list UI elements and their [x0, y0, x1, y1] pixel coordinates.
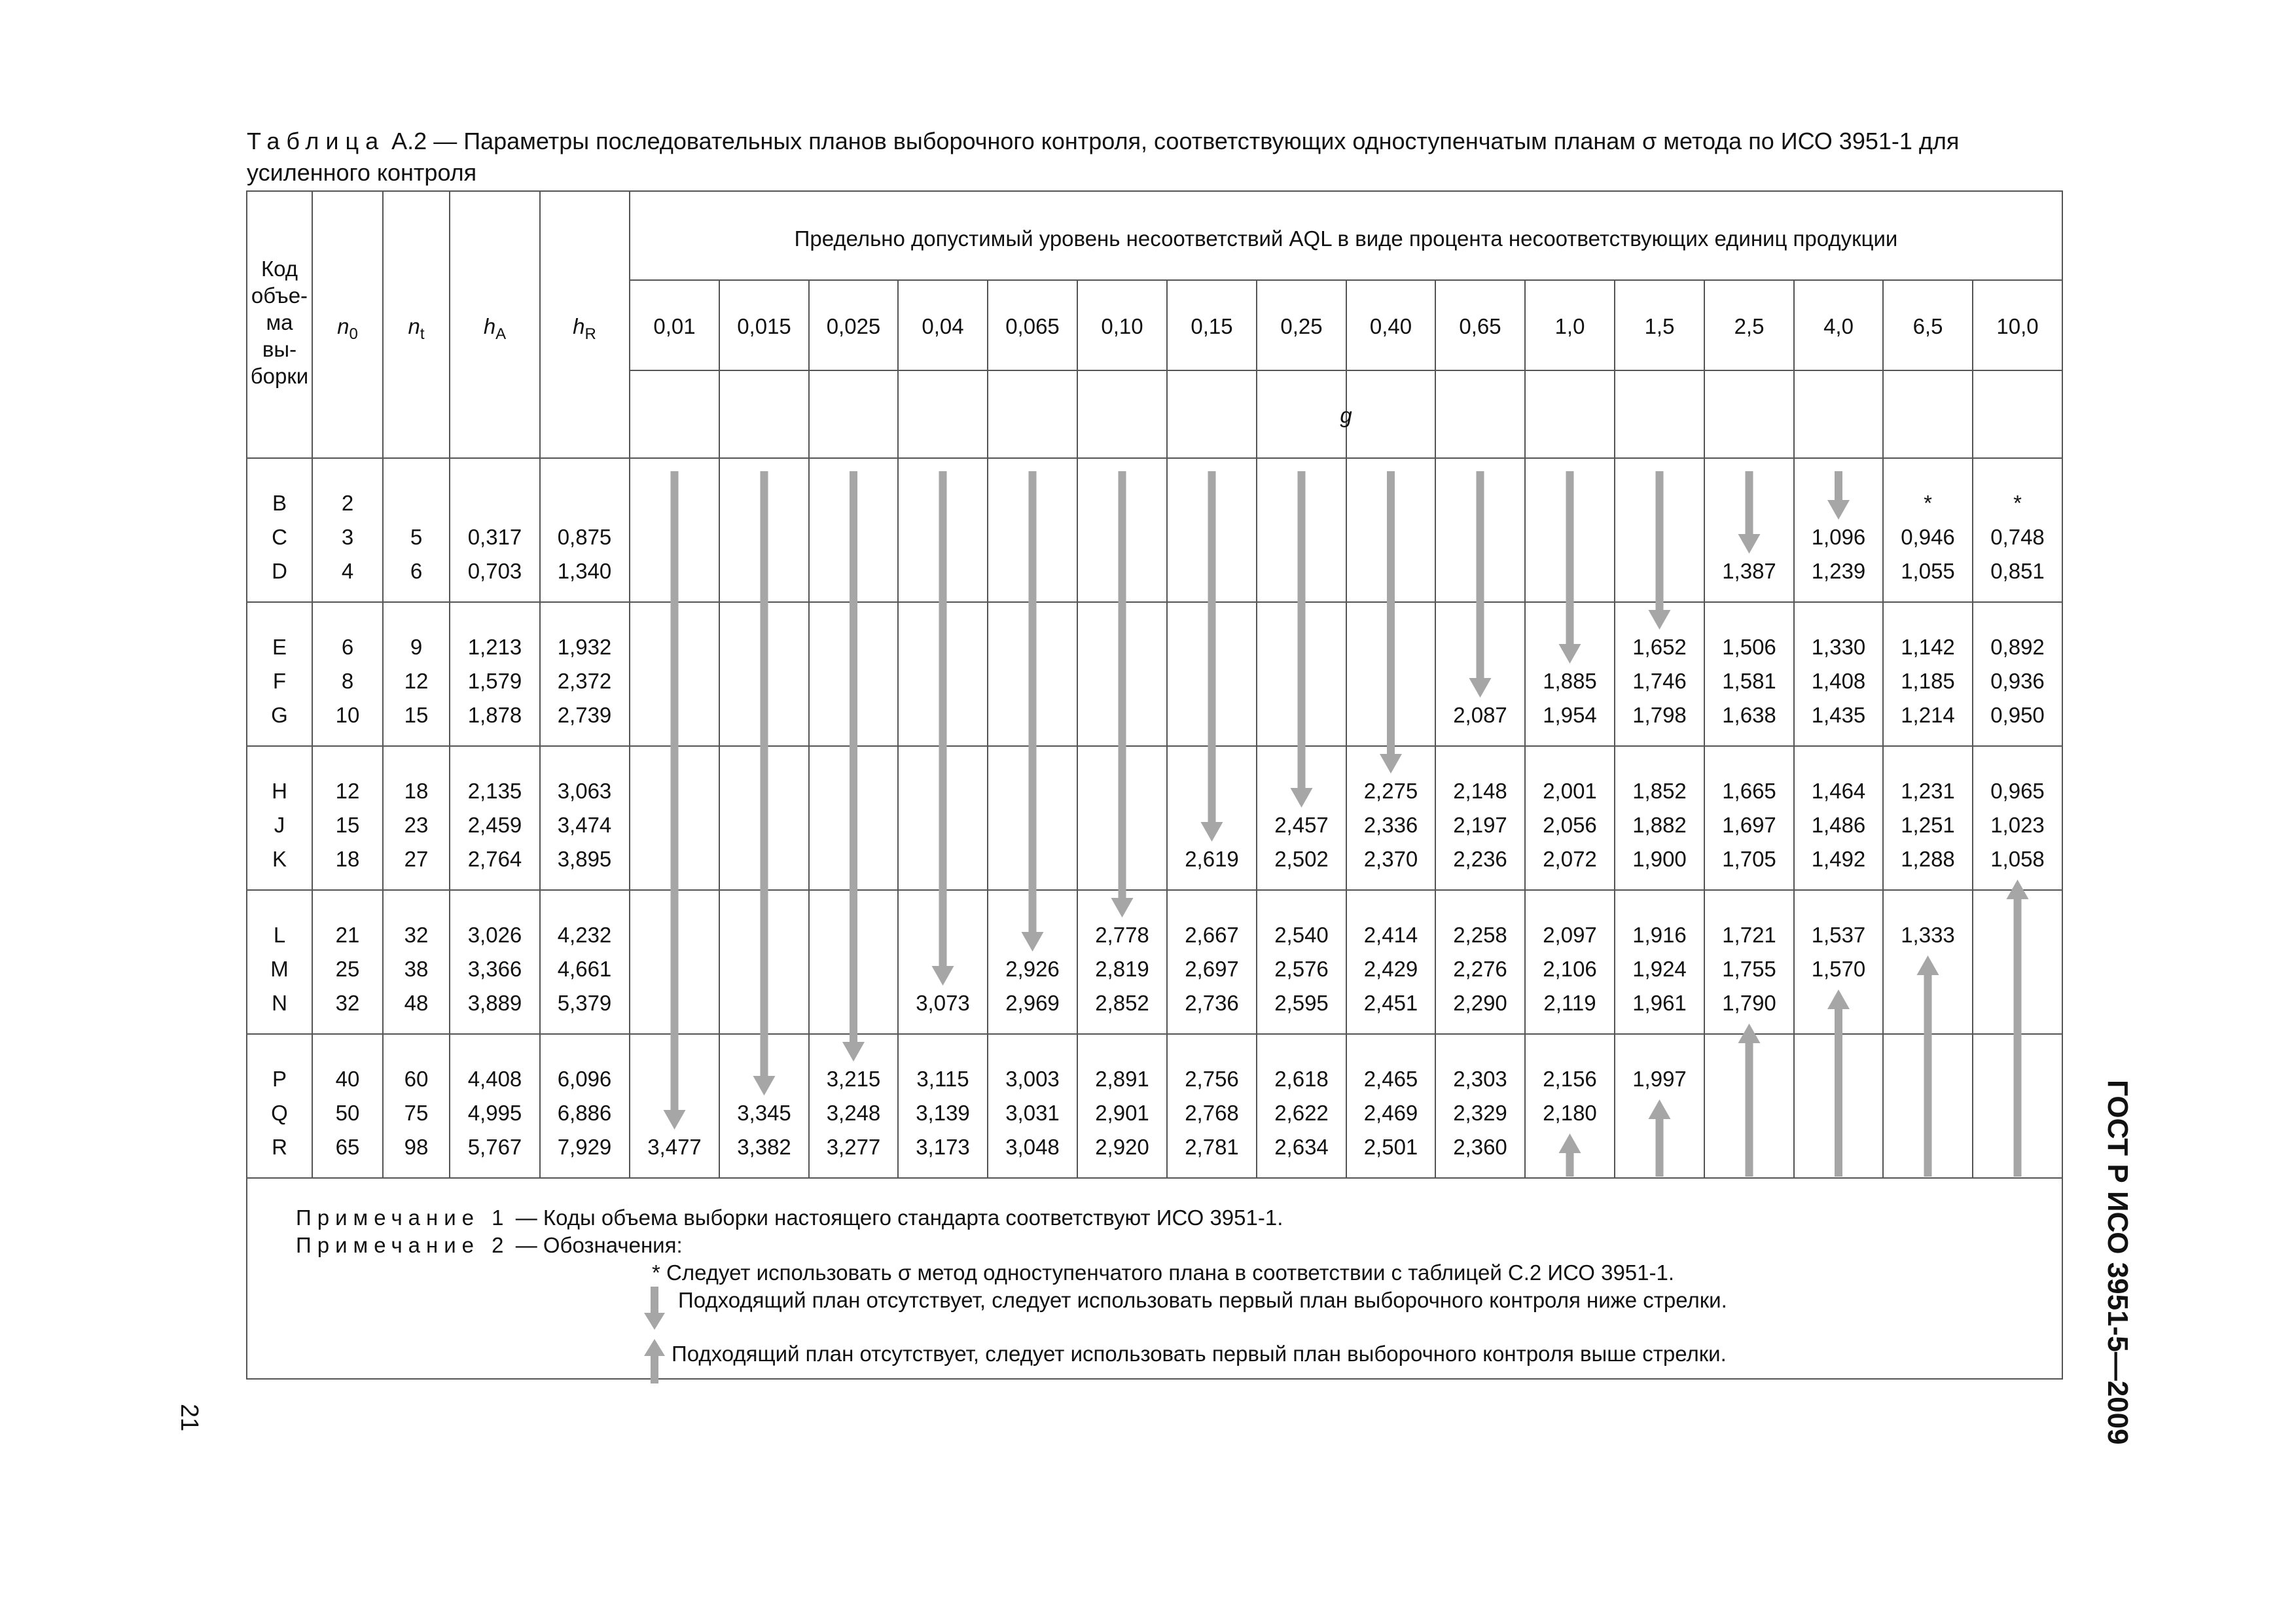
down-arrow-shaft [1119, 471, 1126, 901]
g-value: 2,087 [1453, 703, 1507, 727]
header-aql-title: Предельно допустимый уровень несоответствий AQL в виде процента несоответствующих единиц продукции [794, 226, 1898, 251]
row-nt: 98 [404, 1135, 429, 1159]
header-n0: $n_0$ [337, 314, 358, 343]
g-value: 1,705 [1722, 847, 1776, 871]
g-value: 2,465 [1363, 1067, 1418, 1091]
down-arrow-head [1559, 644, 1581, 664]
down-arrow-head [1469, 678, 1492, 698]
row-n0: 15 [335, 813, 360, 837]
star-mark: * [2013, 491, 2022, 515]
row-nt: 12 [404, 669, 429, 693]
note-star-legend: * Следует использовать σ метод одноступенчатого плана в соответствии с таблицей С.2 ИСО 3951-1. [652, 1260, 1675, 1285]
header-aql-level: 1,5 [1644, 314, 1675, 338]
row-hA: 3,889 [467, 991, 522, 1015]
g-value: 2,901 [1095, 1101, 1149, 1125]
header-aql-level: 0,04 [922, 314, 964, 338]
row-code: G [271, 703, 288, 727]
row-n0: 6 [341, 635, 354, 659]
down-arrow-shaft [1656, 471, 1664, 613]
row-nt: 32 [404, 923, 429, 947]
row-hR: 3,895 [557, 847, 612, 871]
down-arrow-head [753, 1076, 776, 1096]
row-hR: 0,875 [557, 525, 612, 549]
g-value: 1,023 [1990, 813, 2045, 837]
g-value: 1,486 [1811, 813, 1866, 837]
g-value: 3,277 [826, 1135, 881, 1159]
note-1-label: Примечание 1 [296, 1205, 510, 1230]
row-hA: 5,767 [467, 1135, 522, 1159]
g-value: 1,408 [1811, 669, 1866, 693]
g-value: 1,251 [1901, 813, 1955, 837]
up-arrow-shaft [1746, 1041, 1753, 1177]
row-nt: 5 [410, 525, 423, 549]
g-value: 2,119 [1543, 991, 1596, 1015]
g-value: 1,537 [1811, 923, 1866, 947]
g-value: 2,451 [1363, 991, 1418, 1015]
g-value: 2,258 [1453, 923, 1507, 947]
g-value: 2,072 [1543, 847, 1597, 871]
g-value: 2,360 [1453, 1135, 1507, 1159]
g-value: 2,336 [1363, 813, 1418, 837]
header-aql-level: 0,15 [1191, 314, 1233, 338]
row-nt: 9 [410, 635, 423, 659]
g-value: 1,435 [1811, 703, 1866, 727]
row-n0: 4 [341, 559, 354, 583]
down-arrow-head [1022, 932, 1044, 952]
g-value: 2,469 [1363, 1101, 1418, 1125]
g-value: 2,370 [1363, 847, 1418, 871]
row-nt: 38 [404, 957, 429, 981]
header-aql-level: 0,25 [1280, 314, 1323, 338]
header-hR: $h_R$ [573, 314, 596, 343]
down-arrow-shaft [1835, 471, 1842, 503]
row-hA: 3,026 [467, 923, 522, 947]
g-value: 1,961 [1632, 991, 1687, 1015]
row-code: B [272, 491, 287, 515]
g-value: 1,581 [1722, 669, 1776, 693]
g-value: 3,031 [1005, 1101, 1060, 1125]
g-value: 1,096 [1811, 525, 1866, 549]
note-down-arrow-legend: Подходящий план отсутствует, следует использовать первый план выборочного контроля ниже стрелки. [678, 1288, 1727, 1312]
g-value: 0,965 [1990, 779, 2045, 803]
g-value: 3,115 [916, 1067, 969, 1091]
g-value: 2,920 [1095, 1135, 1149, 1159]
row-nt: 60 [404, 1067, 429, 1091]
g-value: 2,768 [1185, 1101, 1239, 1125]
row-code: D [272, 559, 287, 583]
down-arrow-head [1827, 500, 1850, 520]
g-value: 1,492 [1811, 847, 1866, 871]
g-value: 2,429 [1363, 957, 1418, 981]
g-value: 2,891 [1095, 1067, 1149, 1091]
g-value: 3,345 [737, 1101, 791, 1125]
g-value: 3,048 [1005, 1135, 1060, 1159]
g-value: 2,502 [1274, 847, 1329, 871]
g-value: 2,180 [1543, 1101, 1597, 1125]
g-value: 1,506 [1722, 635, 1776, 659]
down-arrow-shaft [850, 471, 857, 1044]
g-value: 3,215 [826, 1067, 881, 1091]
down-arrow-head [1291, 788, 1313, 808]
row-hR: 7,929 [557, 1135, 612, 1159]
header-code-line: объе- [251, 283, 308, 308]
g-value: 2,290 [1453, 991, 1507, 1015]
row-nt: 27 [404, 847, 429, 871]
header-hA: $h_A$ [483, 314, 507, 343]
row-hR: 5,379 [557, 991, 612, 1015]
g-value: 2,819 [1095, 957, 1149, 981]
row-code: H [272, 779, 287, 803]
standard-title-vertical: ГОСТ Р ИСО 3951-5—2009 [2102, 1080, 2134, 1445]
row-hR: 3,474 [557, 813, 612, 837]
caption-label: Таблица [247, 128, 386, 154]
row-n0: 25 [335, 957, 360, 981]
row-hA: 0,703 [467, 559, 522, 583]
g-value: 2,097 [1543, 923, 1597, 947]
row-hA: 1,878 [467, 703, 522, 727]
g-value: 0,851 [1990, 559, 2045, 583]
g-value: 0,946 [1901, 525, 1955, 549]
row-code: Q [271, 1101, 288, 1125]
g-value: 2,756 [1185, 1067, 1239, 1091]
row-n0: 8 [341, 669, 354, 693]
g-value: 2,576 [1274, 957, 1329, 981]
g-value: 1,746 [1632, 669, 1687, 693]
row-hR: 1,932 [557, 635, 612, 659]
row-hR: 3,063 [557, 779, 612, 803]
row-code: K [272, 847, 287, 871]
row-nt: 18 [404, 779, 429, 803]
g-value: 1,924 [1632, 957, 1687, 981]
header-aql-level: 4,0 [1823, 314, 1854, 338]
row-code: E [272, 635, 287, 659]
row-n0: 21 [335, 923, 360, 947]
g-value: 2,667 [1185, 923, 1239, 947]
row-code: R [272, 1135, 287, 1159]
row-n0: 3 [341, 525, 354, 549]
g-value: 1,798 [1632, 703, 1687, 727]
row-code: F [272, 669, 287, 693]
g-value: 2,618 [1274, 1067, 1329, 1091]
g-value: 1,882 [1632, 813, 1687, 837]
header-code-line: вы- [262, 337, 297, 361]
g-value: 0,936 [1990, 669, 2045, 693]
row-hA: 2,459 [467, 813, 522, 837]
row-code: L [273, 923, 286, 947]
down-arrow-icon [643, 1287, 669, 1334]
up-arrow-head [1559, 1133, 1581, 1153]
g-value: 1,916 [1632, 923, 1687, 947]
g-value: 1,665 [1722, 779, 1776, 803]
g-value: 1,997 [1632, 1067, 1687, 1091]
down-arrow-shaft [761, 471, 768, 1079]
g-value: 1,288 [1901, 847, 1955, 871]
g-value: 1,755 [1722, 957, 1776, 981]
row-nt: 75 [404, 1101, 429, 1125]
down-arrow-shaft [939, 471, 947, 969]
up-arrow-head [1649, 1099, 1671, 1119]
down-arrow-shaft [671, 471, 679, 1113]
star-mark: * [1924, 491, 1932, 515]
row-hR: 4,661 [557, 957, 612, 981]
up-arrow-shaft [1656, 1116, 1664, 1177]
header-g-label: g [1340, 403, 1352, 427]
g-value: 1,790 [1722, 991, 1776, 1015]
g-value: 2,056 [1543, 813, 1597, 837]
down-arrow-head [842, 1042, 865, 1061]
g-value: 1,231 [1901, 779, 1955, 803]
note-2-text: — Обозначения: [509, 1233, 683, 1257]
header-aql-level: 0,65 [1459, 314, 1501, 338]
row-nt: 23 [404, 813, 429, 837]
g-value: 2,595 [1274, 991, 1329, 1015]
row-code: M [270, 957, 289, 981]
note-1 [296, 1204, 1283, 1232]
g-value: 0,748 [1990, 525, 2045, 549]
down-arrow-shaft [1477, 471, 1484, 681]
g-value: 3,248 [826, 1101, 881, 1125]
row-nt: 6 [410, 559, 423, 583]
table-caption [247, 126, 2073, 188]
row-n0: 50 [335, 1101, 360, 1125]
row-n0: 18 [335, 847, 360, 871]
header-aql-level: 10,0 [1996, 314, 2039, 338]
down-arrow-head [1201, 822, 1223, 842]
g-value: 2,540 [1274, 923, 1329, 947]
g-value: 0,950 [1990, 703, 2045, 727]
g-value: 1,214 [1901, 703, 1955, 727]
note-1-text: — Коды объема выборки настоящего стандарта соответствуют ИСО 3951-1. [509, 1205, 1283, 1230]
g-value: 2,329 [1453, 1101, 1507, 1125]
g-value: 1,330 [1811, 635, 1866, 659]
row-n0: 32 [335, 991, 360, 1015]
header-aql-level: 0,015 [737, 314, 791, 338]
row-hR: 6,886 [557, 1101, 612, 1125]
g-value: 2,156 [1543, 1067, 1597, 1091]
g-value: 2,634 [1274, 1135, 1329, 1159]
g-value: 3,173 [916, 1135, 970, 1159]
g-value: 1,239 [1811, 559, 1866, 583]
up-arrow-shaft [1835, 1007, 1842, 1177]
g-value: 3,139 [916, 1101, 970, 1125]
g-value: 2,622 [1274, 1101, 1329, 1125]
up-arrow-head [1917, 955, 1939, 975]
note-2-label: Примечание 2 [296, 1233, 510, 1257]
down-arrow-shaft [1387, 471, 1395, 757]
row-code: N [272, 991, 287, 1015]
header-code-line: Код [260, 257, 298, 281]
row-hR: 2,372 [557, 669, 612, 693]
down-arrow-shaft [1029, 471, 1037, 935]
note-up-arrow-legend: Подходящий план отсутствует, следует использовать первый план выборочного контроля выше стрелки. [672, 1342, 1727, 1366]
g-value: 1,185 [1901, 669, 1955, 693]
g-value: 2,778 [1095, 923, 1149, 947]
header-aql-level: 0,065 [1005, 314, 1060, 338]
g-value: 3,003 [1005, 1067, 1060, 1091]
sampling-plans-table [247, 191, 2062, 1379]
g-value: 2,619 [1185, 847, 1239, 871]
g-value: 2,303 [1453, 1067, 1507, 1091]
row-n0: 65 [335, 1135, 360, 1159]
g-value: 2,197 [1453, 813, 1507, 837]
header-aql-level: 1,0 [1554, 314, 1585, 338]
down-arrow-shaft [1298, 471, 1306, 791]
up-arrow-head [1827, 990, 1850, 1009]
row-hR: 1,340 [557, 559, 612, 583]
row-hA: 0,317 [467, 525, 522, 549]
g-value: 0,892 [1990, 635, 2045, 659]
g-value: 2,106 [1543, 957, 1597, 981]
g-value: 3,073 [916, 991, 970, 1015]
g-value: 2,457 [1274, 813, 1329, 837]
row-hA: 2,764 [467, 847, 522, 871]
g-value: 3,477 [647, 1135, 702, 1159]
header-aql-level: 0,01 [653, 314, 696, 338]
row-n0: 10 [335, 703, 360, 727]
row-n0: 2 [341, 491, 354, 515]
row-hR: 4,232 [557, 923, 612, 947]
row-code: C [272, 525, 287, 549]
g-value: 2,852 [1095, 991, 1149, 1015]
up-arrow-shaft [1566, 1150, 1574, 1177]
g-value: 1,954 [1543, 703, 1597, 727]
header-code-line: ма [266, 310, 293, 334]
header-aql-level: 0,025 [826, 314, 881, 338]
g-value: 2,148 [1453, 779, 1507, 803]
caption-text: А.2 — Параметры последовательных планов выборочного контроля, соответствующих одноступенчатым планам σ метода по ИСО 3951-1 для усиленного контроля [247, 128, 1960, 186]
header-aql-level: 6,5 [1912, 314, 1943, 338]
header-aql-level: 0,40 [1369, 314, 1412, 338]
row-code: P [272, 1067, 287, 1091]
down-arrow-shaft [1566, 471, 1574, 647]
g-value: 1,638 [1722, 703, 1776, 727]
g-value: 1,055 [1901, 559, 1955, 583]
g-value: 1,058 [1990, 847, 2045, 871]
up-arrow-shaft [1924, 972, 1932, 1177]
g-value: 2,275 [1363, 779, 1418, 803]
row-hA: 4,408 [467, 1067, 522, 1091]
g-value: 1,570 [1811, 957, 1866, 981]
g-value: 2,781 [1185, 1135, 1239, 1159]
g-value: 1,387 [1722, 559, 1776, 583]
header-aql-level: 0,10 [1101, 314, 1143, 338]
g-value: 1,333 [1901, 923, 1955, 947]
down-arrow-head [932, 966, 954, 986]
down-arrow-head [1111, 898, 1134, 918]
g-value: 1,652 [1632, 635, 1687, 659]
g-value: 3,382 [737, 1135, 791, 1159]
down-arrow-shaft [1208, 471, 1216, 825]
g-value: 1,464 [1811, 779, 1866, 803]
g-value: 2,001 [1543, 779, 1597, 803]
row-hA: 1,213 [467, 635, 522, 659]
header-code-line: борки [250, 364, 309, 388]
g-value: 2,236 [1453, 847, 1507, 871]
row-n0: 12 [335, 779, 360, 803]
down-arrow-head [664, 1110, 686, 1130]
row-code: J [274, 813, 285, 837]
g-value: 1,142 [1901, 635, 1955, 659]
g-value: 1,852 [1632, 779, 1687, 803]
g-value: 2,276 [1453, 957, 1507, 981]
g-value: 2,414 [1363, 923, 1418, 947]
g-value: 1,900 [1632, 847, 1687, 871]
row-nt: 15 [404, 703, 429, 727]
up-arrow-shaft [2014, 897, 2022, 1177]
row-hA: 1,579 [467, 669, 522, 693]
down-arrow-shaft [1746, 471, 1753, 537]
down-arrow-head [1380, 754, 1402, 774]
g-value: 2,926 [1005, 957, 1060, 981]
row-hA: 3,366 [467, 957, 522, 981]
g-value: 2,501 [1363, 1135, 1418, 1159]
g-value: 2,736 [1185, 991, 1239, 1015]
page-number: 21 [175, 1404, 203, 1432]
header-nt: $n_t$ [408, 314, 425, 343]
row-n0: 40 [335, 1067, 360, 1091]
down-arrow-head [1649, 610, 1671, 630]
g-value: 1,885 [1543, 669, 1597, 693]
header-aql-level: 2,5 [1734, 314, 1765, 338]
g-value: 2,697 [1185, 957, 1239, 981]
row-hA: 4,995 [467, 1101, 522, 1125]
g-value: 1,697 [1722, 813, 1776, 837]
row-hR: 6,096 [557, 1067, 612, 1091]
g-value: 1,721 [1722, 923, 1776, 947]
down-arrow-head [1738, 534, 1761, 554]
up-arrow-icon [643, 1338, 669, 1385]
table-container [247, 191, 2062, 1379]
row-nt: 48 [404, 991, 429, 1015]
note-2 [296, 1232, 683, 1259]
row-hA: 2,135 [467, 779, 522, 803]
row-hR: 2,739 [557, 703, 612, 727]
g-value: 2,969 [1005, 991, 1060, 1015]
